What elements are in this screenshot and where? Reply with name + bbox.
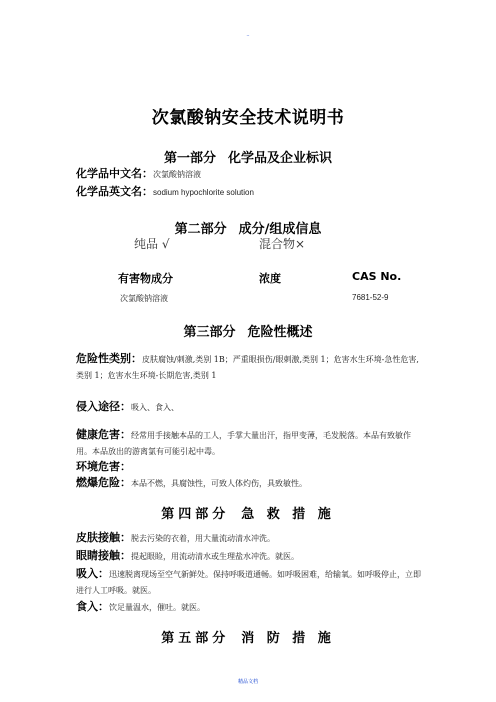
column-header: CAS No. — [352, 270, 402, 283]
section-heading-part2 — [0, 218, 496, 237]
section-heading-part5 — [0, 627, 496, 646]
field-label: 健康危害： — [76, 428, 131, 441]
section-number: 第四部分 — [161, 507, 230, 522]
column-header: 浓度 — [259, 272, 281, 285]
section-number: 第五部分 — [161, 631, 230, 646]
field-value: 皮肤腐蚀/刺激,类别 1B；严重眼损伤/眼刺激,类别 1；危害水生环境-急性危害,类别 1；危害水生环境-长期危害,类别 1 — [76, 355, 419, 380]
field-label: 危险性类别： — [76, 352, 142, 365]
page-footer-mark: 精品文档 — [237, 679, 258, 685]
document-title: 次氯酸钠安全技术说明书 — [151, 108, 345, 128]
chinese-name-row — [76, 166, 422, 183]
health-hazard-paragraph — [76, 427, 422, 460]
field-label: 化学品中文名： — [76, 167, 153, 180]
field-value: 提起眼睑，用流动清水或生理盐水冲洗。就医。 — [131, 552, 299, 561]
field-value: 饮足量温水，催吐。就医。 — [109, 603, 205, 612]
section-title: 消 防 措 施 — [241, 631, 335, 646]
ingestion-paragraph — [76, 599, 422, 616]
section-number: 第二部分 — [174, 222, 227, 237]
field-value: 经常用手接触本品的工人，手掌大量出汗，指甲变薄，毛发脱落。本品有致敏作用。本品放出的游离氯有可能引起中毒。 — [76, 431, 411, 456]
fire-hazard-paragraph — [76, 475, 422, 492]
section-title: 急 救 措 施 — [241, 507, 335, 522]
page-header-mark: .. — [246, 32, 250, 38]
pure-option: 纯品 √ — [134, 237, 170, 251]
field-label: 吸入： — [76, 567, 109, 580]
field-label: 皮肤接触： — [76, 531, 131, 544]
field-value: 脱去污染的衣着，用大量流动清水冲洗。 — [131, 534, 275, 543]
section-number: 第三部分 — [183, 325, 236, 340]
field-value: 吸入、食入、 — [131, 403, 179, 412]
component-cell: 次氯酸钠溶液 — [120, 294, 168, 303]
column-header: 有害物成分 — [118, 272, 173, 285]
field-label: 化学品英文名： — [76, 185, 153, 198]
english-name-row — [76, 184, 422, 201]
eye-contact-paragraph — [76, 548, 422, 565]
section-heading-part3 — [0, 321, 496, 340]
hazard-class-paragraph — [76, 351, 422, 384]
section-title: 危险性概述 — [247, 325, 313, 340]
cas-cell: 7681-52-9 — [352, 293, 389, 302]
field-label: 食入： — [76, 600, 109, 613]
section-number: 第一部分 — [163, 151, 216, 166]
field-label: 燃爆危险： — [76, 476, 131, 489]
field-value: 迅速脱离现场至空气新鲜处。保持呼吸道通畅。如呼吸困难，给输氧。如呼吸停止，立即进行人工呼吸。就医。 — [76, 570, 421, 595]
field-value: 次氯酸钠溶液 — [153, 170, 201, 179]
skin-contact-paragraph — [76, 530, 422, 547]
field-label: 环境危害： — [76, 460, 131, 473]
section-title: 化学品及企业标识 — [228, 151, 333, 166]
mixture-option: 混合物× — [259, 237, 306, 251]
section-heading-part4 — [0, 503, 496, 522]
environment-hazard-paragraph — [76, 459, 422, 476]
field-value: 本品不燃，具腐蚀性，可致人体灼伤，具致敏性。 — [131, 479, 307, 488]
section-title: 成分/组成信息 — [238, 222, 322, 237]
inhalation-paragraph — [76, 566, 422, 599]
field-label: 侵入途径： — [76, 400, 131, 413]
field-label: 眼睛接触： — [76, 549, 131, 562]
field-value: sodium hypochlorite solution — [153, 188, 254, 197]
section-heading-part1 — [0, 147, 496, 166]
exposure-route-paragraph — [76, 399, 422, 416]
